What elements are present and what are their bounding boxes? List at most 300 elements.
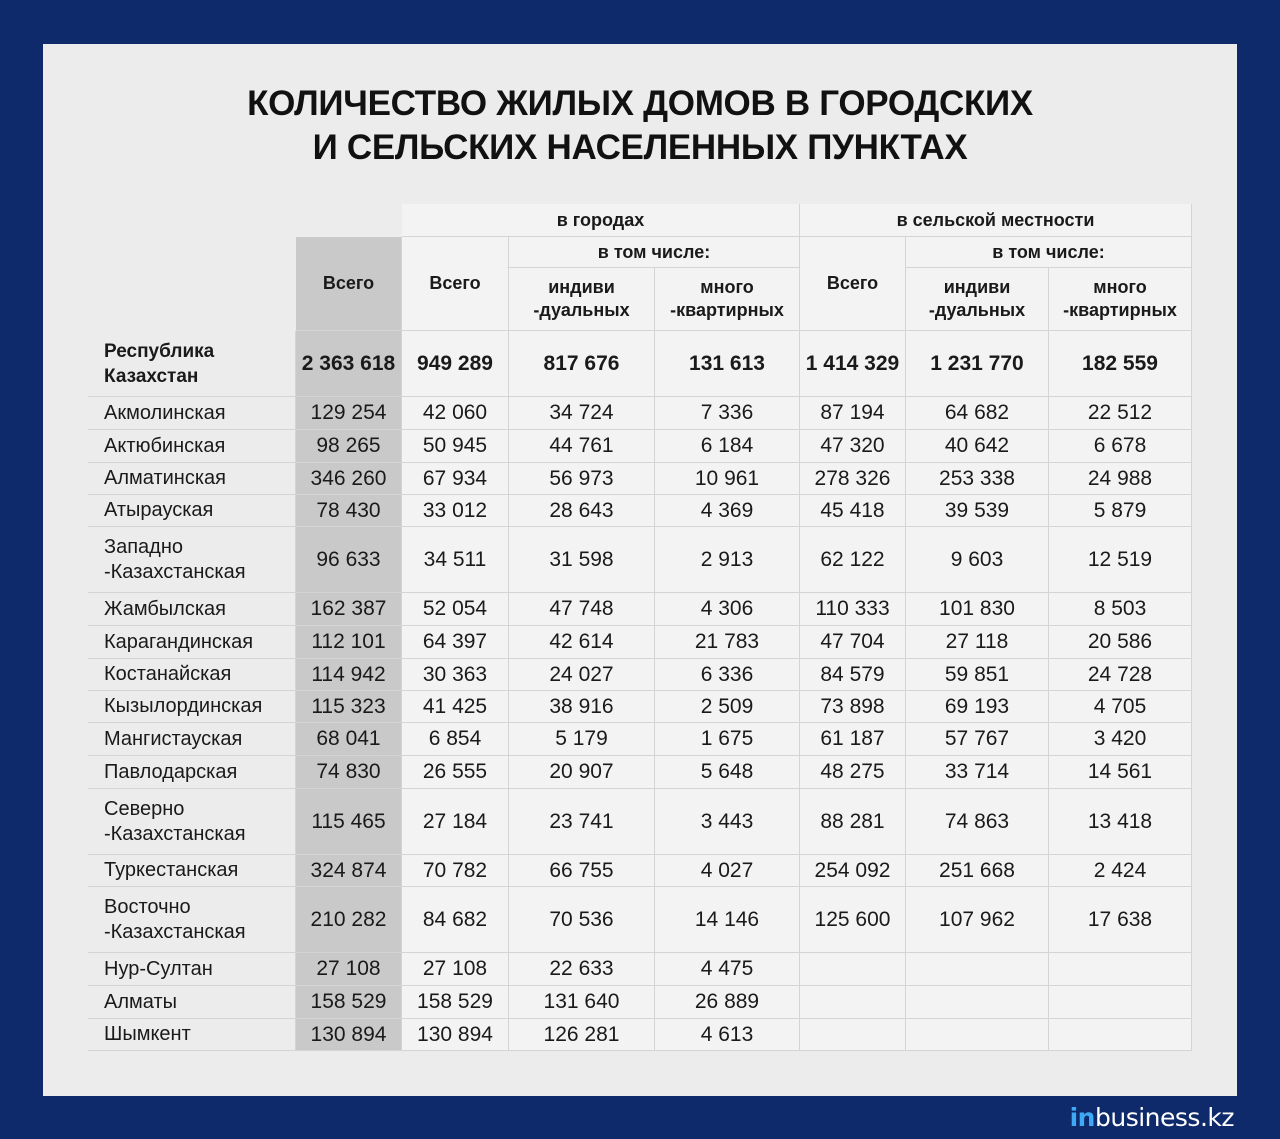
table-cell	[800, 331, 906, 397]
table-cell-text: 5 648	[700, 760, 754, 783]
row-name-text: Восточно -Казахстанская	[104, 895, 246, 943]
table-cell	[1049, 953, 1192, 986]
table-cell-text: 5 179	[555, 727, 608, 750]
table-cell-text: 22 512	[1087, 401, 1153, 424]
row-name	[88, 463, 296, 495]
table-cell	[509, 756, 655, 789]
table-cell-text: 4 705	[1093, 694, 1147, 718]
table-cell-text: 2 913	[700, 547, 754, 571]
table-cell-text: 1 414 329	[805, 351, 900, 375]
table-cell-text: 2 509	[700, 694, 754, 718]
table-cell	[296, 659, 402, 691]
table-cell	[1049, 397, 1192, 430]
table-cell	[906, 789, 1049, 855]
header-cities-including	[509, 237, 800, 268]
table-cell	[509, 1019, 655, 1051]
table-cell	[906, 756, 1049, 789]
table-cell-text: 114 942	[311, 662, 386, 686]
table-cell	[906, 953, 1049, 986]
header-rural	[800, 204, 1192, 237]
table-cell-text: 61 187	[820, 727, 885, 750]
table-cell-text: 10 961	[694, 466, 760, 490]
table-cell	[509, 593, 655, 626]
row-name-text: Атырауская	[104, 499, 214, 521]
table-cell-text: 4 369	[700, 498, 754, 522]
header-rural-individual	[906, 268, 1049, 331]
table-cell-text: 27 108	[316, 957, 381, 980]
table-cell	[509, 691, 655, 723]
table-cell-text: 30 363	[422, 662, 488, 686]
table-cell	[655, 527, 800, 593]
table-cell	[655, 855, 800, 887]
table-cell-text: 56 973	[549, 466, 614, 490]
table-cell	[906, 691, 1049, 723]
table-cell-text: 12 519	[1087, 547, 1153, 571]
table-cell-text: 112 101	[311, 630, 386, 653]
logo-text: business.kz	[1094, 1103, 1234, 1132]
table-cell	[1049, 887, 1192, 953]
row-name-text: Актюбинская	[104, 434, 226, 457]
table-cell	[655, 593, 800, 626]
table-cell	[1049, 430, 1192, 463]
header-cities-individual-text: индиви -дуальных	[533, 277, 630, 320]
table-cell-text: 64 682	[944, 401, 1010, 424]
table-cell	[509, 887, 655, 953]
table-cell-text: 101 830	[939, 597, 1015, 620]
table-cell-text: 39 539	[944, 498, 1010, 522]
table-cell-text: 130 894	[417, 1022, 493, 1046]
table-cell-text: 1 675	[700, 727, 754, 750]
table-cell	[800, 527, 906, 593]
row-name	[88, 789, 296, 855]
table-cell	[296, 463, 402, 495]
row-name-text: Алматинская	[104, 467, 226, 489]
header-cities-multi-text: много -квартирных	[670, 277, 784, 320]
table-cell	[402, 723, 509, 756]
table-cell	[906, 659, 1049, 691]
row-name	[88, 691, 296, 723]
header-rural-including	[906, 237, 1192, 268]
table-cell-text: 34 724	[549, 401, 614, 424]
row-name-text: Нур-Султан	[104, 957, 213, 980]
table-cell-text: 17 638	[1087, 907, 1153, 931]
header-cities-text: в городах	[556, 209, 645, 230]
table-cell	[800, 659, 906, 691]
table-cell	[296, 855, 402, 887]
table-cell	[655, 495, 800, 527]
header-rural-multi	[1049, 268, 1192, 331]
row-name	[88, 953, 296, 986]
table-cell	[655, 986, 800, 1019]
table-cell	[402, 756, 509, 789]
row-name	[88, 659, 296, 691]
table-cell	[906, 430, 1049, 463]
table-cell	[509, 789, 655, 855]
table-cell	[402, 626, 509, 659]
table-cell-text: 4 613	[700, 1022, 754, 1046]
table-cell-text: 14 146	[694, 907, 760, 931]
table-cell-text: 115 323	[311, 694, 386, 718]
table-cell	[509, 855, 655, 887]
table-cell-text: 817 676	[543, 351, 620, 375]
row-name	[88, 723, 296, 756]
table-cell	[296, 527, 402, 593]
table-cell	[296, 430, 402, 463]
table-cell	[800, 756, 906, 789]
table-cell-text: 346 260	[310, 466, 387, 490]
table-cell	[402, 1019, 509, 1051]
table-cell-text: 27 108	[422, 957, 488, 980]
table-cell-text: 22 633	[549, 957, 614, 980]
table-cell	[1049, 463, 1192, 495]
table-cell	[402, 527, 509, 593]
table-cell-text: 73 898	[820, 694, 885, 718]
row-name	[88, 593, 296, 626]
table-cell-text: 70 782	[422, 858, 488, 882]
table-cell	[906, 331, 1049, 397]
table-cell	[402, 593, 509, 626]
table-cell-text: 210 282	[310, 907, 387, 931]
row-name-text: Павлодарская	[104, 760, 238, 783]
header-total-text: Всего	[322, 273, 375, 293]
table-cell	[1049, 756, 1192, 789]
row-name-text: Западно -Казахстанская	[104, 535, 246, 583]
table-cell	[509, 626, 655, 659]
table-cell	[402, 495, 509, 527]
table-cell	[800, 855, 906, 887]
header-cities-including-text: в том числе:	[597, 241, 711, 262]
table-cell	[296, 1019, 402, 1051]
row-name-text: Шымкент	[104, 1023, 191, 1045]
header-cities	[402, 204, 800, 237]
row-name-text: Акмолинская	[104, 401, 226, 424]
table-cell	[402, 887, 509, 953]
table-cell	[655, 463, 800, 495]
header-cities-total-text: Всего	[429, 273, 481, 293]
table-cell-text: 6 678	[1093, 434, 1147, 457]
brand-logo	[1070, 1096, 1234, 1139]
table-cell	[402, 659, 509, 691]
table-cell-text: 98 265	[316, 434, 381, 457]
table-cell-text: 115 465	[311, 809, 386, 833]
table-cell	[296, 723, 402, 756]
table-cell	[402, 430, 509, 463]
table-cell	[296, 756, 402, 789]
table-cell-text: 130 894	[310, 1022, 387, 1046]
table-cell-text: 96 633	[316, 547, 381, 571]
table-cell-text: 45 418	[820, 498, 885, 522]
header-rural-total	[800, 237, 906, 331]
table-cell-text: 131 640	[543, 990, 620, 1013]
table-cell	[800, 887, 906, 953]
table-cell	[296, 691, 402, 723]
header-rural-including-text: в том числе:	[992, 241, 1105, 262]
table-cell	[1049, 986, 1192, 1019]
table-cell	[655, 723, 800, 756]
table-cell-text: 8 503	[1093, 597, 1147, 620]
table-cell-text: 26 555	[422, 760, 488, 783]
logo-prefix: in	[1069, 1103, 1095, 1132]
table-cell-text: 4 027	[700, 858, 754, 882]
table-cell	[655, 789, 800, 855]
table-cell	[509, 527, 655, 593]
table-cell	[800, 789, 906, 855]
row-name	[88, 986, 296, 1019]
table-cell-text: 52 054	[422, 597, 488, 620]
table-cell	[509, 723, 655, 756]
row-name-text: Костанайская	[104, 663, 232, 685]
table-cell-text: 162 387	[310, 597, 387, 620]
table-cell	[1049, 527, 1192, 593]
table-cell-text: 59 851	[944, 662, 1010, 686]
table-cell-text: 129 254	[310, 401, 387, 424]
table-cell-text: 251 668	[939, 858, 1015, 882]
table-cell	[906, 626, 1049, 659]
table-cell	[800, 463, 906, 495]
table-cell-text: 4 306	[700, 597, 754, 620]
row-name-text: Республика Казахстан	[104, 340, 215, 387]
table-cell	[655, 1019, 800, 1051]
table-cell-text: 14 561	[1087, 760, 1153, 783]
table-cell	[655, 887, 800, 953]
table-cell-text: 324 874	[310, 858, 387, 882]
table-cell-text: 74 863	[944, 809, 1010, 833]
table-cell-text: 23 741	[549, 809, 614, 833]
table-cell-text: 126 281	[543, 1022, 620, 1046]
table-cell	[906, 593, 1049, 626]
table-cell-text: 4 475	[700, 957, 754, 980]
table-cell-text: 38 916	[549, 694, 614, 718]
table-cell	[509, 495, 655, 527]
table-cell	[296, 887, 402, 953]
table-cell	[1049, 691, 1192, 723]
table-cell	[655, 626, 800, 659]
table-cell	[509, 463, 655, 495]
row-name-text: Карагандинская	[104, 630, 254, 653]
table-cell-text: 70 536	[549, 907, 614, 931]
table-cell-text: 107 962	[939, 907, 1015, 931]
table-cell-text: 42 060	[422, 401, 488, 424]
table-cell	[655, 331, 800, 397]
table-cell-text: 26 889	[694, 990, 760, 1013]
table-cell-text: 50 945	[422, 434, 488, 457]
row-name	[88, 430, 296, 463]
table-cell-text: 24 027	[549, 662, 614, 686]
table-cell	[296, 495, 402, 527]
table-cell	[296, 397, 402, 430]
table-cell-text: 34 511	[423, 547, 487, 571]
table-cell-text: 33 714	[944, 760, 1010, 783]
row-name	[88, 887, 296, 953]
row-name	[88, 495, 296, 527]
table-cell	[1049, 495, 1192, 527]
table-cell	[906, 855, 1049, 887]
table-cell-text: 6 184	[700, 434, 754, 457]
table-cell-text: 21 783	[694, 630, 760, 653]
table-cell-text: 68 041	[316, 727, 381, 750]
table-cell-text: 57 767	[944, 727, 1010, 750]
table-cell	[296, 331, 402, 397]
table-cell	[1049, 331, 1192, 397]
table-cell-text: 74 830	[316, 760, 381, 783]
table-cell	[800, 593, 906, 626]
table-cell-text: 33 012	[422, 498, 488, 522]
table-cell	[655, 756, 800, 789]
table-cell-text: 88 281	[820, 809, 885, 833]
header-rural-total-text: Всего	[826, 273, 879, 293]
row-name	[88, 527, 296, 593]
table-cell	[1049, 626, 1192, 659]
table-cell	[655, 659, 800, 691]
table-cell-text: 2 363 618	[301, 351, 396, 375]
table-cell-text: 254 092	[814, 858, 891, 882]
row-name-text: Северно -Казахстанская	[104, 797, 246, 845]
table-cell	[906, 397, 1049, 430]
table-cell-text: 3 420	[1093, 727, 1147, 750]
table-cell	[509, 430, 655, 463]
table-cell	[655, 953, 800, 986]
row-name	[88, 756, 296, 789]
table-cell-text: 47 704	[820, 630, 885, 653]
table-cell-text: 24 728	[1087, 662, 1153, 686]
table-cell	[402, 463, 509, 495]
row-name	[88, 331, 296, 397]
table-cell-text: 48 275	[820, 760, 885, 783]
table-cell-text: 20 907	[549, 760, 614, 783]
title-line-1: КОЛИЧЕСТВО ЖИЛЫХ ДОМОВ В ГОРОДСКИХ	[247, 84, 1033, 123]
table-cell	[402, 986, 509, 1019]
header-cities-total	[402, 237, 509, 331]
table-cell	[509, 397, 655, 430]
table-cell-text: 27 184	[422, 809, 488, 833]
table-cell	[296, 986, 402, 1019]
table-cell-text: 158 529	[417, 990, 493, 1013]
row-name-text: Туркестанская	[104, 859, 239, 881]
row-name-text: Жамбылская	[104, 597, 226, 620]
row-name-text: Алматы	[104, 990, 177, 1013]
table-cell	[655, 430, 800, 463]
table-cell	[800, 430, 906, 463]
table-cell-text: 62 122	[820, 547, 885, 571]
table-cell-text: 3 443	[700, 809, 754, 833]
table-cell	[296, 953, 402, 986]
table-cell	[800, 986, 906, 1019]
table-cell	[296, 593, 402, 626]
table-cell	[800, 397, 906, 430]
table-cell	[906, 495, 1049, 527]
table-cell	[800, 723, 906, 756]
table-cell-text: 47 748	[549, 597, 614, 620]
table-cell-text: 110 333	[815, 597, 890, 620]
table-cell	[402, 331, 509, 397]
table-cell-text: 31 598	[549, 547, 614, 571]
table-cell-text: 278 326	[814, 466, 891, 490]
table-cell	[402, 397, 509, 430]
table-cell-text: 66 755	[549, 858, 614, 882]
table-cell-text: 42 614	[549, 630, 614, 653]
table-cell-text: 2 424	[1093, 858, 1147, 882]
table-cell	[509, 659, 655, 691]
header-cities-individual	[509, 268, 655, 331]
table-cell	[509, 331, 655, 397]
table-cell	[906, 986, 1049, 1019]
table-cell-text: 47 320	[820, 434, 885, 457]
table-cell	[655, 397, 800, 430]
table-cell-text: 6 336	[700, 662, 754, 686]
table-cell-text: 13 418	[1087, 809, 1153, 833]
table-cell	[1049, 723, 1192, 756]
table-cell	[509, 986, 655, 1019]
title-line-2: И СЕЛЬСКИХ НАСЕЛЕННЫХ ПУНКТАХ	[312, 128, 968, 167]
table-cell	[402, 789, 509, 855]
table-cell-text: 87 194	[820, 401, 885, 424]
table-cell-text: 41 425	[422, 694, 488, 718]
table-cell-text: 78 430	[316, 498, 381, 522]
table-cell-text: 1 231 770	[930, 351, 1024, 375]
table-cell	[655, 691, 800, 723]
row-name	[88, 397, 296, 430]
table-cell-text: 84 579	[820, 662, 885, 686]
table-cell	[296, 626, 402, 659]
table-cell-text: 20 586	[1087, 630, 1153, 653]
table-cell	[1049, 659, 1192, 691]
table-cell	[402, 855, 509, 887]
table-cell-text: 253 338	[939, 466, 1015, 490]
table-cell	[800, 691, 906, 723]
table-cell-text: 5 879	[1093, 498, 1147, 522]
table-cell	[402, 691, 509, 723]
table-cell	[906, 723, 1049, 756]
table-cell	[509, 953, 655, 986]
table-cell-text: 949 289	[417, 351, 493, 375]
header-rural-multi-text: много -квартирных	[1063, 277, 1177, 320]
row-name	[88, 855, 296, 887]
table-cell	[800, 626, 906, 659]
table-cell-text: 6 854	[428, 727, 482, 750]
table-cell	[906, 1019, 1049, 1051]
table-cell	[906, 887, 1049, 953]
table-cell-text: 40 642	[944, 434, 1010, 457]
table-cell-text: 9 603	[950, 547, 1004, 571]
table-cell-text: 125 600	[814, 907, 891, 931]
table-cell-text: 28 643	[549, 498, 614, 522]
table-cell-text: 7 336	[700, 401, 754, 424]
table-cell	[1049, 1019, 1192, 1051]
table-cell-text: 24 988	[1087, 466, 1153, 490]
table-cell-text: 131 613	[689, 351, 765, 375]
table-cell	[1049, 593, 1192, 626]
table-cell-text: 84 682	[422, 907, 488, 931]
header-rural-individual-text: индиви -дуальных	[928, 277, 1026, 320]
table-cell	[906, 463, 1049, 495]
table-cell	[800, 1019, 906, 1051]
table-cell-text: 67 934	[422, 466, 488, 490]
table-cell-text: 69 193	[944, 694, 1010, 718]
row-name-text: Мангистауская	[104, 727, 243, 750]
table-cell	[906, 527, 1049, 593]
table-cell-text: 27 118	[945, 630, 1009, 653]
header-rural-text: в сельской местности	[896, 209, 1095, 230]
row-name-text: Кызылординская	[104, 695, 263, 717]
table-cell-text: 44 761	[549, 434, 614, 457]
table-cell	[1049, 855, 1192, 887]
table-cell-text: 182 559	[1082, 351, 1158, 375]
header-total	[296, 237, 402, 331]
header-cities-multi	[655, 268, 800, 331]
table-cell	[1049, 789, 1192, 855]
table-cell	[402, 953, 509, 986]
table-cell-text: 64 397	[422, 630, 488, 653]
